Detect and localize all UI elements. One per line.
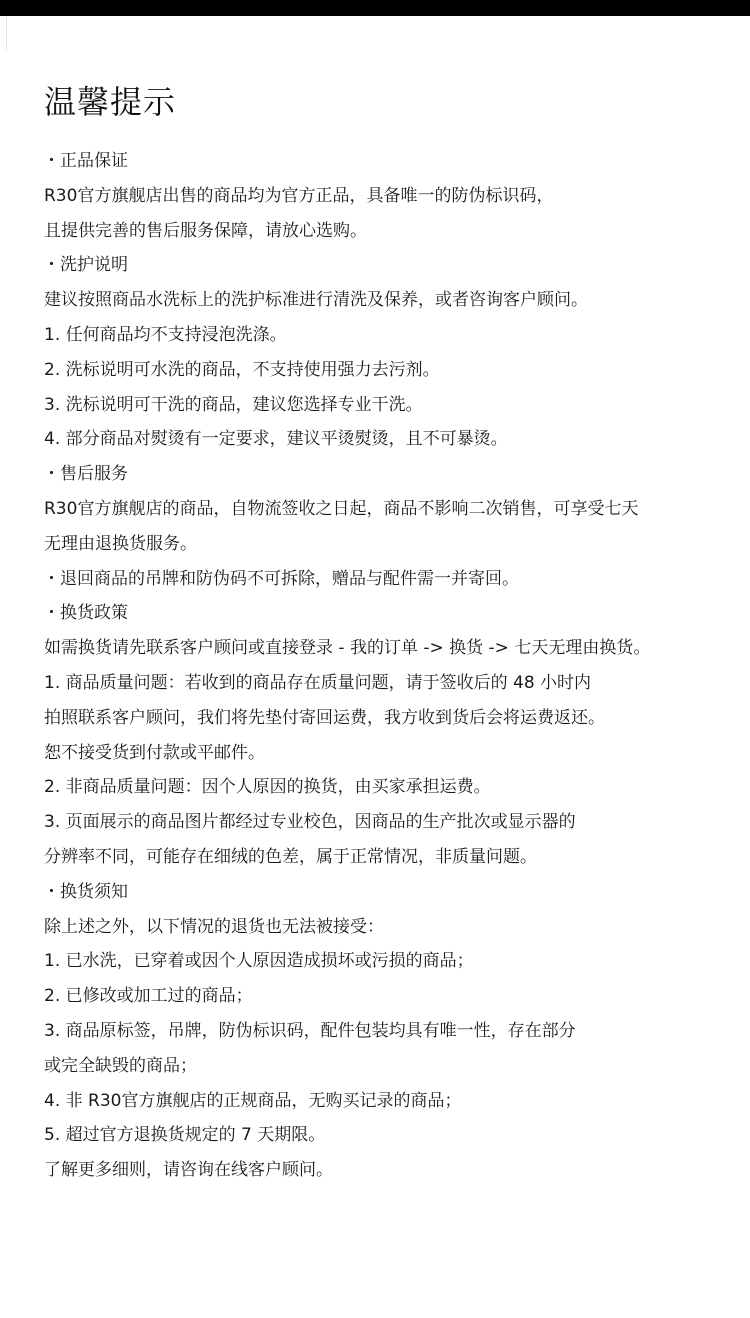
closing-note: 了解更多细则，请咨询在线客户顾问。 bbox=[44, 1160, 333, 1181]
text-line: R30官方旗舰店出售的商品均为官方正品，具备唯一的防伪标识码， bbox=[44, 185, 554, 206]
text-line: 且提供完善的售后服务保障，请放心选购。 bbox=[44, 220, 367, 241]
list-item: 5. 超过官方退换货规定的 7 天期限。 bbox=[44, 1125, 326, 1146]
text-line: 无理由退换货服务。 bbox=[44, 533, 197, 554]
list-item: 1. 任何商品均不支持浸泡洗涤。 bbox=[44, 324, 287, 345]
list-item: 4. 非 R30官方旗舰店的正规商品，无购买记录的商品； bbox=[44, 1090, 462, 1111]
section-heading-care: ・洗护说明 bbox=[43, 255, 128, 276]
text-line: 建议按照商品水洗标上的洗护标准进行清洗及保养，或者咨询客户顾问。 bbox=[44, 290, 588, 311]
text-line: 或完全缺毁的商品； bbox=[44, 1055, 197, 1076]
notice-content bbox=[44, 144, 724, 1188]
section-heading-exchange-notes: ・换货须知 bbox=[43, 881, 128, 902]
list-item: 1. 商品质量问题：若收到的商品存在质量问题，请于签收后的 48 小时内 bbox=[44, 672, 592, 693]
section-heading-authentic: ・正品保证 bbox=[43, 151, 128, 171]
text-line: 拍照联系客户顾问，我们将先垫付寄回运费，我方收到货后会将运费返还。 bbox=[44, 707, 605, 728]
section-heading-after-sales: ・售后服务 bbox=[43, 464, 128, 485]
list-item: 4. 部分商品对熨烫有一定要求，建议平烫熨烫，且不可暴烫。 bbox=[44, 429, 508, 450]
section-heading-exchange-policy: ・换货政策 bbox=[43, 603, 128, 624]
list-item: 3. 洗标说明可干洗的商品，建议您选择专业干洗。 bbox=[44, 394, 423, 415]
list-item: 3. 商品原标签，吊牌，防伪标识码，配件包装均具有唯一性，存在部分 bbox=[44, 1020, 576, 1041]
text-line: 分辨率不同，可能存在细绒的色差，属于正常情况，非质量问题。 bbox=[44, 846, 537, 867]
text-line: 如需换货请先联系客户顾问或直接登录 - 我的订单 -> 换货 -> 七天无理由换货。 bbox=[44, 638, 651, 659]
list-item: 2. 洗标说明可水洗的商品，不支持使用强力去污剂。 bbox=[44, 359, 440, 380]
list-item: 3. 页面展示的商品图片都经过专业校色，因商品的生产批次或显示器的 bbox=[44, 812, 576, 833]
list-item: 2. 已修改或加工过的商品； bbox=[44, 986, 253, 1007]
list-item: 2. 非商品质量问题：因个人原因的换货，由买家承担运费。 bbox=[44, 777, 491, 798]
edge-divider bbox=[6, 16, 7, 50]
text-line: 恕不接受货到付款或平邮件。 bbox=[44, 742, 265, 763]
text-line: R30官方旗舰店的商品，自物流签收之日起，商品不影响二次销售，可享受七天 bbox=[44, 498, 639, 519]
list-item: 1. 已水洗，已穿着或因个人原因造成损坏或污损的商品； bbox=[44, 951, 474, 972]
top-bar bbox=[0, 0, 750, 16]
page-title: 温馨提示 bbox=[44, 83, 177, 121]
section-heading-return-tags: ・退回商品的吊牌和防伪码不可拆除，赠品与配件需一并寄回。 bbox=[43, 568, 519, 589]
text-line: 除上述之外，以下情况的退货也无法被接受： bbox=[44, 916, 384, 937]
